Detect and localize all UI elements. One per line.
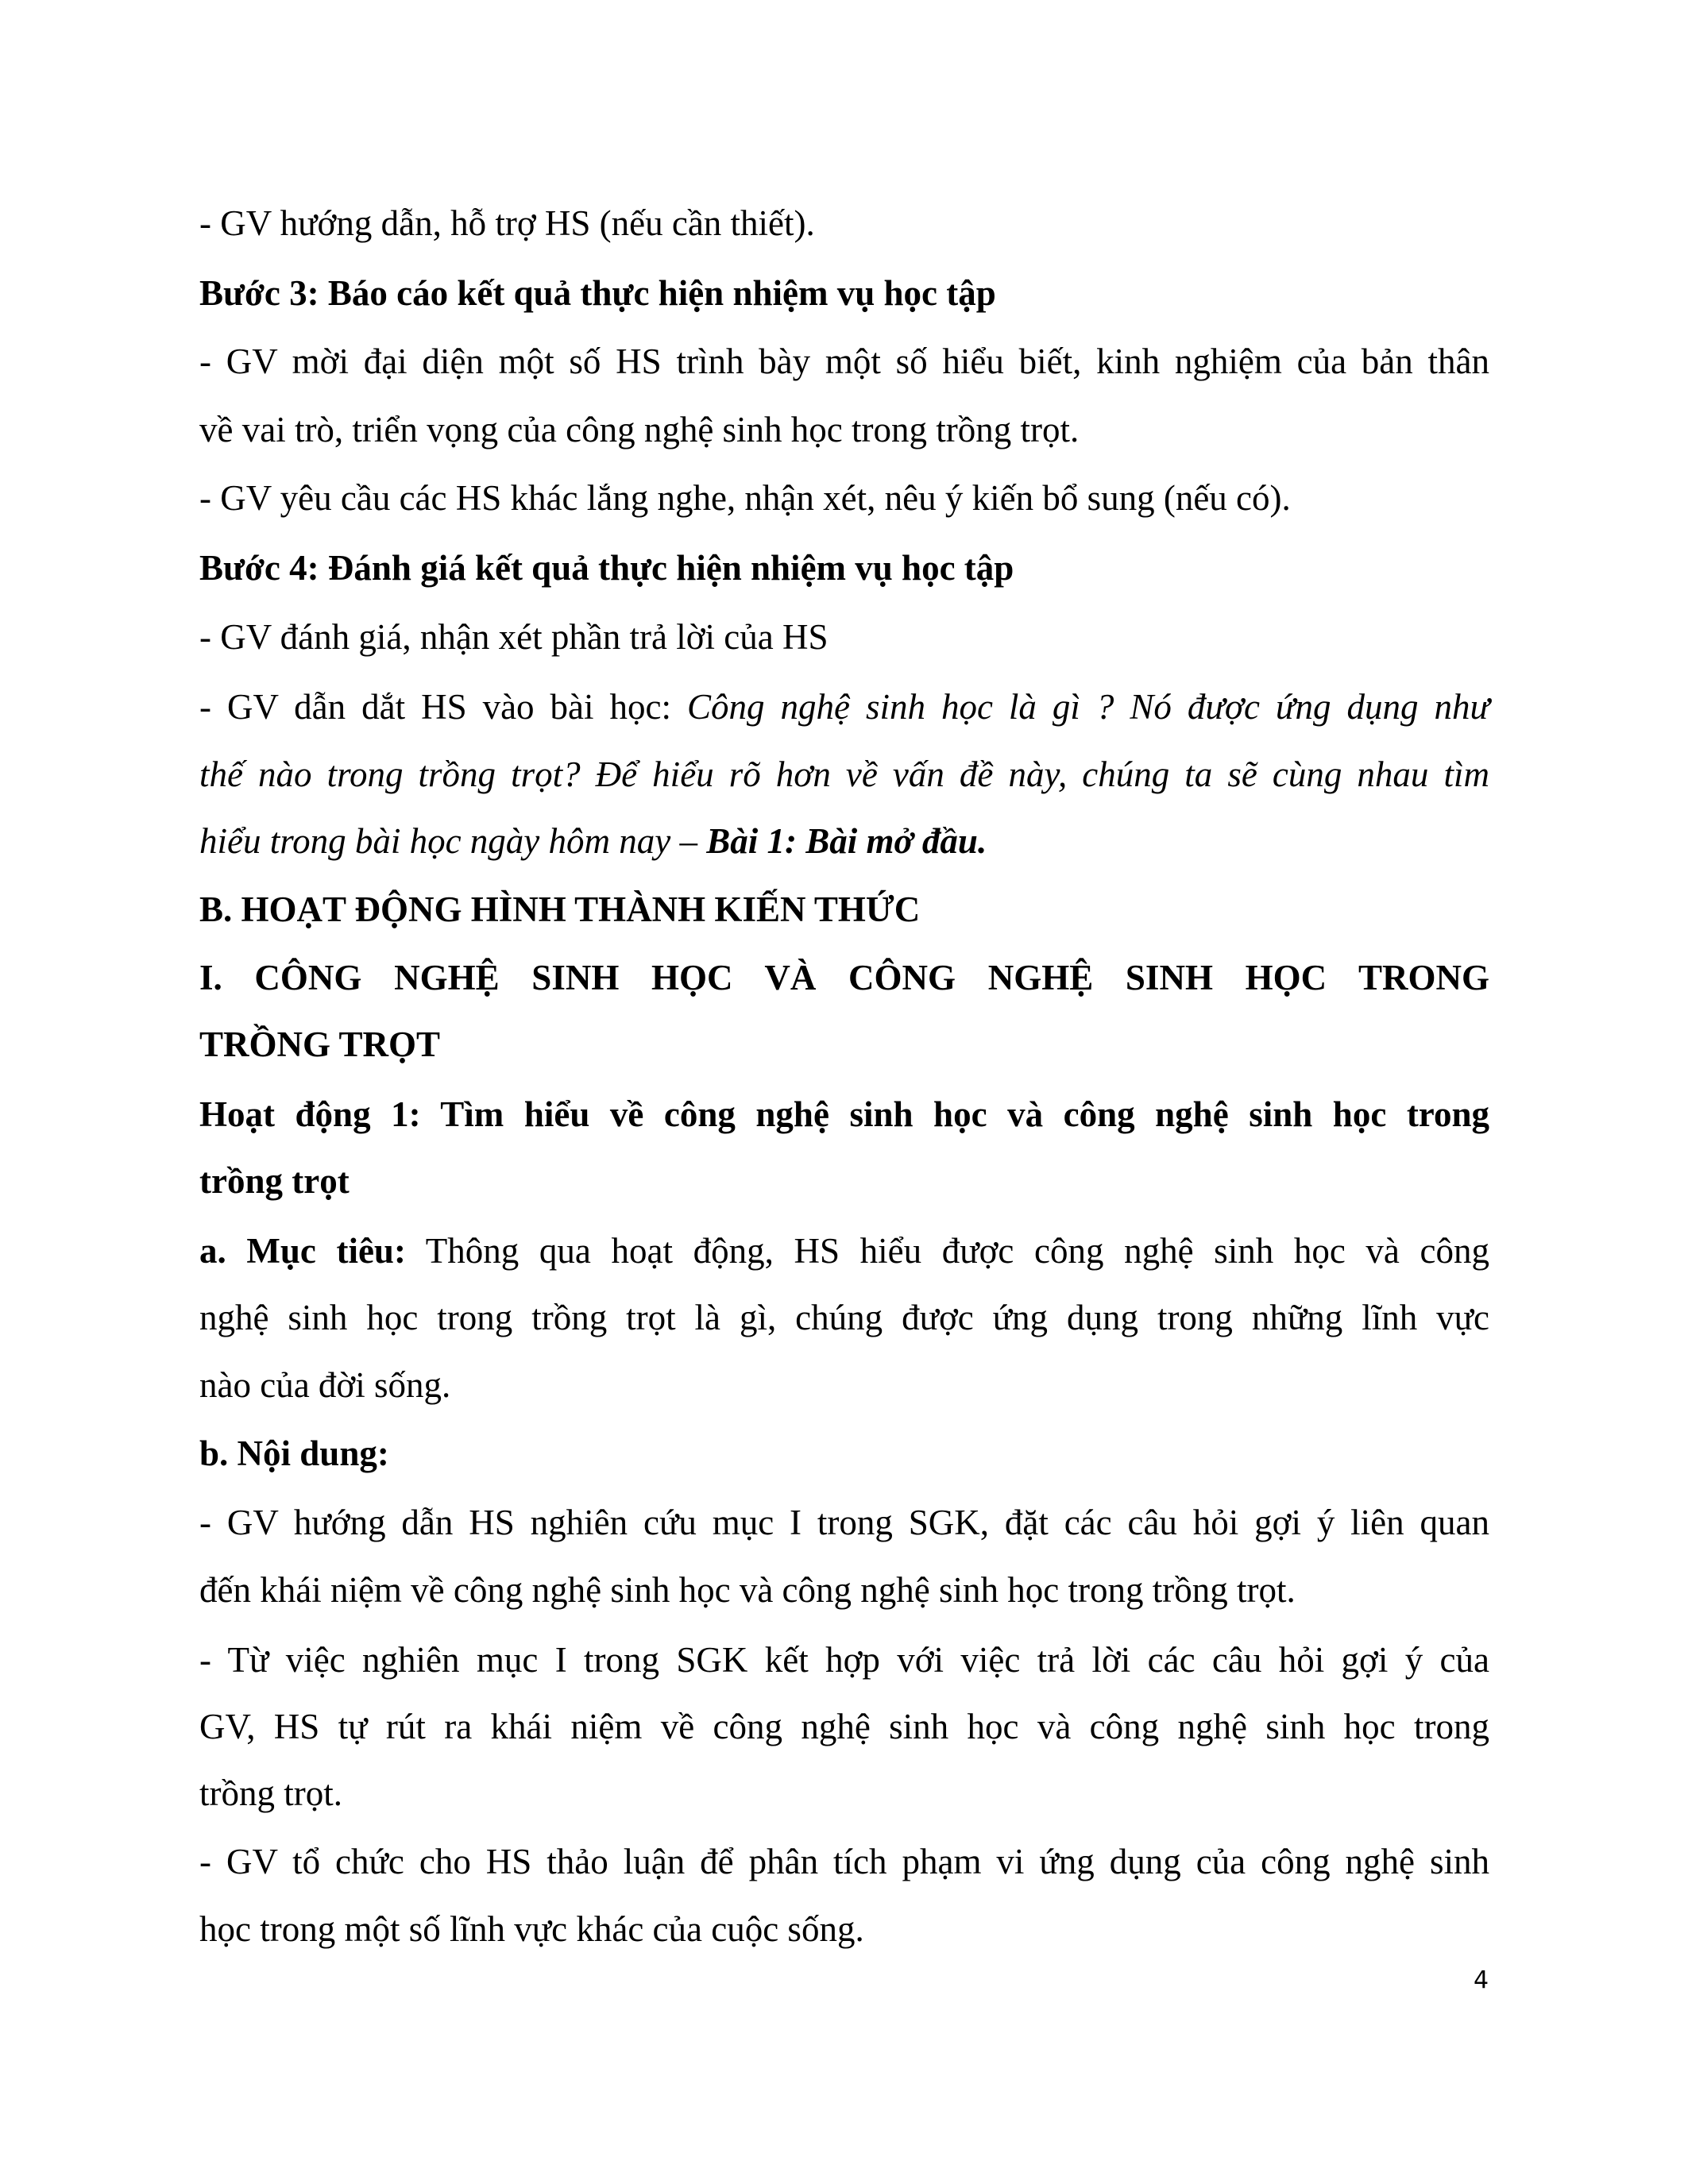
activity-heading: Hoạt động 1: Tìm hiểu về công nghệ sinh học và công nghệ sinh học trong [199,1094,1489,1134]
section-i-heading: I. CÔNG NGHỆ SINH HỌC VÀ CÔNG NGHỆ SINH HỌC TRONG [199,958,1489,997]
page-number: 4 [1474,1966,1489,1994]
content-line: - GV tổ chức cho HS thảo luận để phân tích phạm vi ứng dụng của công nghệ sinh [199,1842,1489,1881]
text-line: - GV mời đại diện một số HS trình bày một số hiểu biết, kinh nghiệm của bản thân [199,341,1489,381]
content-line: GV, HS tự rút ra khái niệm về công nghệ sinh học và công nghệ sinh học trong [199,1707,1489,1746]
content-label: b. Nội dung: [199,1433,389,1473]
intro-question: Công nghệ sinh học là gì ? Nó được ứng dụng như [686,687,1489,727]
content-line: đến khái niệm về công nghệ sinh học và công nghệ sinh học trong trồng trọt. [199,1570,1296,1610]
objective-text: Thông qua hoạt động, HS hiểu được công nghệ sinh học và công [405,1231,1489,1271]
activity-heading-cont: trồng trọt [199,1161,350,1201]
intro-line-2: thế nào trong trồng trọt? Để hiểu rõ hơn về vấn đề này, chúng ta sẽ cùng nhau tìm [199,754,1489,794]
objective-label: a. Mục tiêu: [199,1231,406,1271]
intro-text: hiểu trong bài học ngày hôm nay – [199,821,707,861]
lesson-title: Bài 1: Bài mở đầu. [706,821,987,861]
step-4-heading: Bước 4: Đánh giá kết quả thực hiện nhiệm vụ học tập [199,548,1014,588]
intro-prefix: - GV dẫn dắt HS vào bài học: [199,687,687,727]
text-line: - GV hướng dẫn, hỗ trợ HS (nếu cần thiết). [199,203,815,243]
text-line: về vai trò, triển vọng của công nghệ sinh học trong trồng trọt. [199,410,1080,450]
content-line: học trong một số lĩnh vực khác của cuộc sống. [199,1909,864,1949]
section-b-heading: B. HOẠT ĐỘNG HÌNH THÀNH KIẾN THỨC [199,889,921,929]
content-line: trồng trọt. [199,1773,342,1813]
section-i-heading-cont: TRỒNG TRỌT [199,1024,440,1064]
text-line: - GV yêu cầu các HS khác lắng nghe, nhận xét, nêu ý kiến bổ sung (nếu có). [199,478,1291,518]
intro-line-1 [199,683,1489,731]
text-line: - GV đánh giá, nhận xét phần trả lời của HS [199,617,829,657]
objective-line-3: nào của đời sống. [199,1365,451,1405]
content-line: - Từ việc nghiên mục I trong SGK kết hợp với việc trả lời các câu hỏi gợi ý của [199,1640,1489,1680]
step-3-heading: Bước 3: Báo cáo kết quả thực hiện nhiệm vụ học tập [199,273,996,313]
intro-line-3 [199,817,1489,865]
objective-line-1 [199,1227,1489,1275]
content-line: - GV hướng dẫn HS nghiên cứu mục I trong SGK, đặt các câu hỏi gợi ý liên quan [199,1503,1489,1542]
objective-line-2: nghệ sinh học trong trồng trọt là gì, chúng được ứng dụng trong những lĩnh vực [199,1298,1489,1337]
